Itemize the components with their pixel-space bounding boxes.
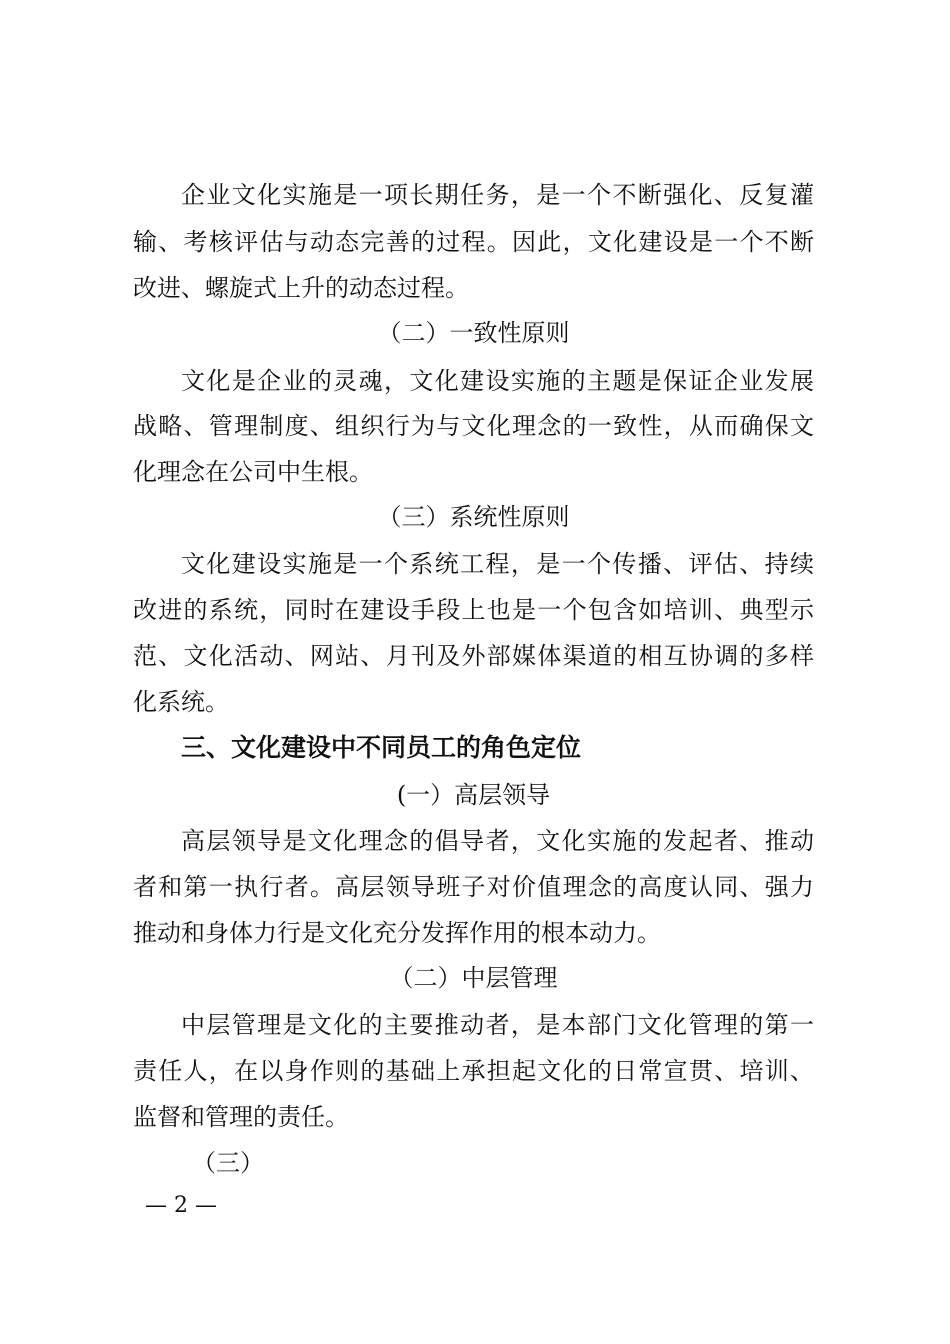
- page-number: — 2 —: [145, 1193, 217, 1218]
- paragraph-line: 者和第一执行者。高层领导班子对价值理念的高度认同、强力: [133, 873, 814, 901]
- section-heading: 三、文化建设中不同员工的角色定位: [181, 733, 582, 762]
- paragraph-line: 输、考核评估与动态完善的过程。因此，文化建设是一个不断: [133, 228, 814, 256]
- subheading-three: （三）: [192, 1149, 264, 1177]
- subheading-middle-management: （二）中层管理: [389, 964, 558, 992]
- paragraph-line: 监督和管理的责任。: [133, 1103, 349, 1131]
- paragraph-line: 化系统。: [133, 688, 229, 716]
- paragraph-line: 推动和身体力行是文化充分发挥作用的根本动力。: [133, 919, 661, 947]
- paragraph-line: 范、文化活动、网站、月刊及外部媒体渠道的相互协调的多样: [133, 642, 814, 670]
- paragraph-line: 责任人，在以身作则的基础上承担起文化的日常宣贯、培训、: [133, 1057, 814, 1085]
- subheading-system-principle: （三）系统性原则: [377, 503, 570, 531]
- paragraph-line: 文化建设实施是一个系统工程，是一个传播、评估、持续: [181, 550, 814, 578]
- paragraph-line: 化理念在公司中生根。: [133, 458, 373, 486]
- paragraph-line: 改进的系统，同时在建设手段上也是一个包含如培训、典型示: [133, 596, 814, 624]
- subheading-senior-leadership: (一）高层领导: [396, 781, 551, 809]
- subheading-consistency-principle: （二）一致性原则: [377, 319, 570, 347]
- paragraph-line: 高层领导是文化理念的倡导者，文化实施的发起者、推动: [181, 827, 814, 855]
- paragraph-line: 中层管理是文化的主要推动者，是本部门文化管理的第一: [181, 1011, 814, 1039]
- paragraph-line: 文化是企业的灵魂，文化建设实施的主题是保证企业发展: [181, 367, 814, 395]
- paragraph-line: 改进、螺旋式上升的动态过程。: [133, 274, 469, 302]
- paragraph-line: 企业文化实施是一项长期任务，是一个不断强化、反复灌: [181, 181, 814, 209]
- paragraph-line: 战略、管理制度、组织行为与文化理念的一致性，从而确保文: [133, 412, 814, 440]
